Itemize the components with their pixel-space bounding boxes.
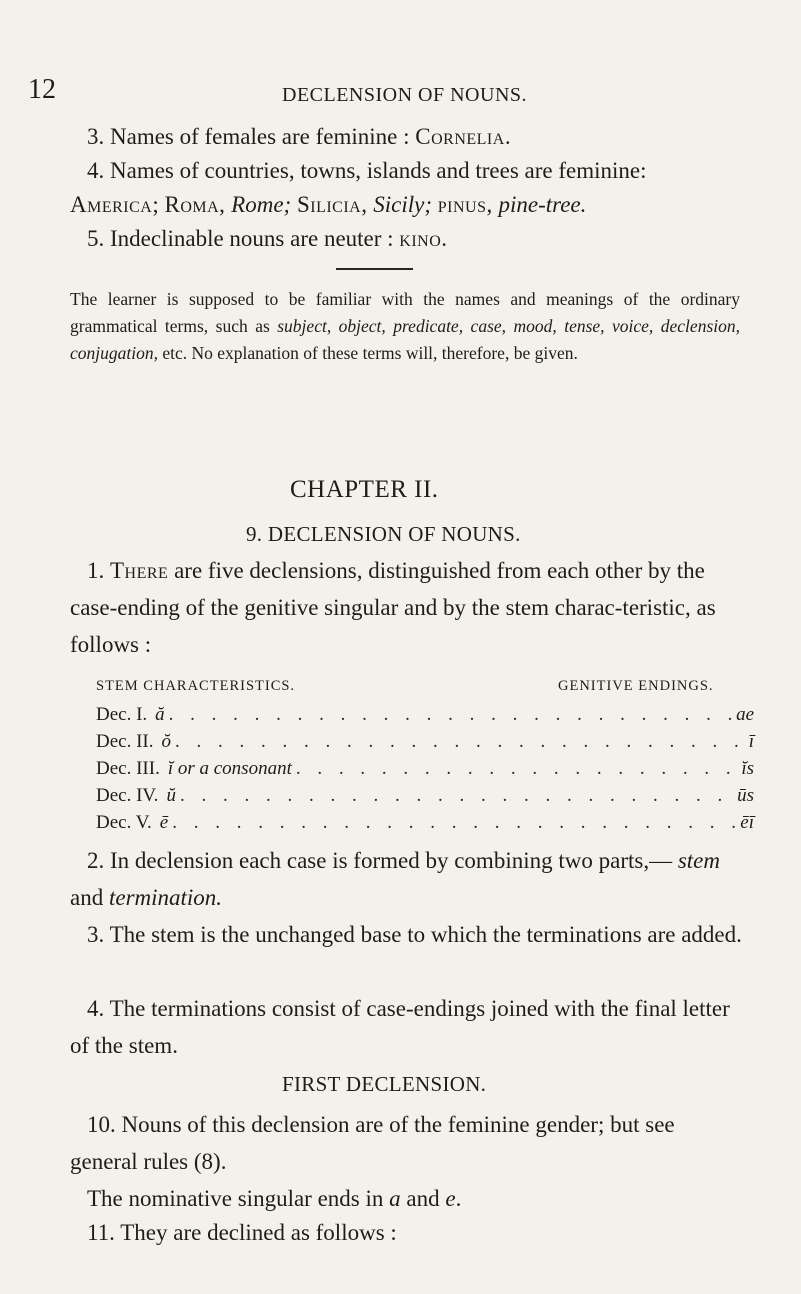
first-declension-title: FIRST DECLENSION. — [282, 1072, 487, 1096]
leader-dots — [172, 812, 736, 834]
chapter-title: CHAPTER II. — [290, 476, 439, 503]
declension-row: Dec. III. ĭ or a consonant . . . ĭs — [96, 758, 754, 780]
paragraph-2: 2. In declension each case is formed by combining two parts,— stem and termination. — [70, 848, 720, 910]
paragraph-3: 3. The stem is the unchanged base to which the terminations are added. — [87, 922, 742, 947]
rule-5: 5. Indeclinable nouns are neuter : kino. — [87, 226, 448, 251]
leader-dots — [169, 704, 732, 726]
note-paragraph: The learner is supposed to be familiar with the names and meanings of the ordinary grammatical terms, such as subject, object, predicate, case, mood, tense, voice, declension, conjugation, etc. No explanation of these terms will, therefore, be given. — [70, 289, 740, 363]
nominative-note: The nominative singular ends in a and e. — [87, 1186, 462, 1211]
declension-row: Dec. I. ă . . . ae — [96, 704, 754, 726]
section-title: 9. DECLENSION OF NOUNS. — [246, 522, 521, 546]
leader-dots — [180, 785, 733, 807]
section-divider — [336, 268, 413, 270]
rule-4-line-1: 4. Names of countries, towns, islands and trees are feminine: — [87, 158, 647, 183]
leader-dots — [175, 731, 745, 753]
declension-row: Dec. V. ē . . . ēī — [96, 812, 754, 834]
rule-4-line-2: America; Roma, Rome; Silicia, Sicily; pinus, pine-tree. — [70, 192, 587, 217]
paragraph-1: 1. There are five declensions, distinguished from each other by the case-ending of the genitive singular and by the stem charac-teristic, as follows : — [70, 558, 716, 657]
declension-row: Dec. IV. ŭ . . . ūs — [96, 785, 754, 807]
column-header-genitive: GENITIVE ENDINGS. — [558, 678, 714, 694]
page-number: 12 — [28, 74, 56, 105]
leader-dots — [296, 758, 737, 780]
rule-3: 3. Names of females are feminine : Cornelia. — [87, 124, 512, 149]
declension-row: Dec. II. ŏ . . . ī — [96, 731, 754, 753]
running-title: DECLENSION OF NOUNS. — [282, 84, 528, 106]
column-header-stem: STEM CHARACTERISTICS. — [96, 678, 296, 694]
paragraph-11: 11. They are declined as follows : — [87, 1220, 397, 1245]
paragraph-10: 10. Nouns of this declension are of the feminine gender; but see general rules (8). — [70, 1112, 675, 1174]
paragraph-4: 4. The terminations consist of case-endings joined with the final letter of the stem. — [70, 996, 730, 1058]
